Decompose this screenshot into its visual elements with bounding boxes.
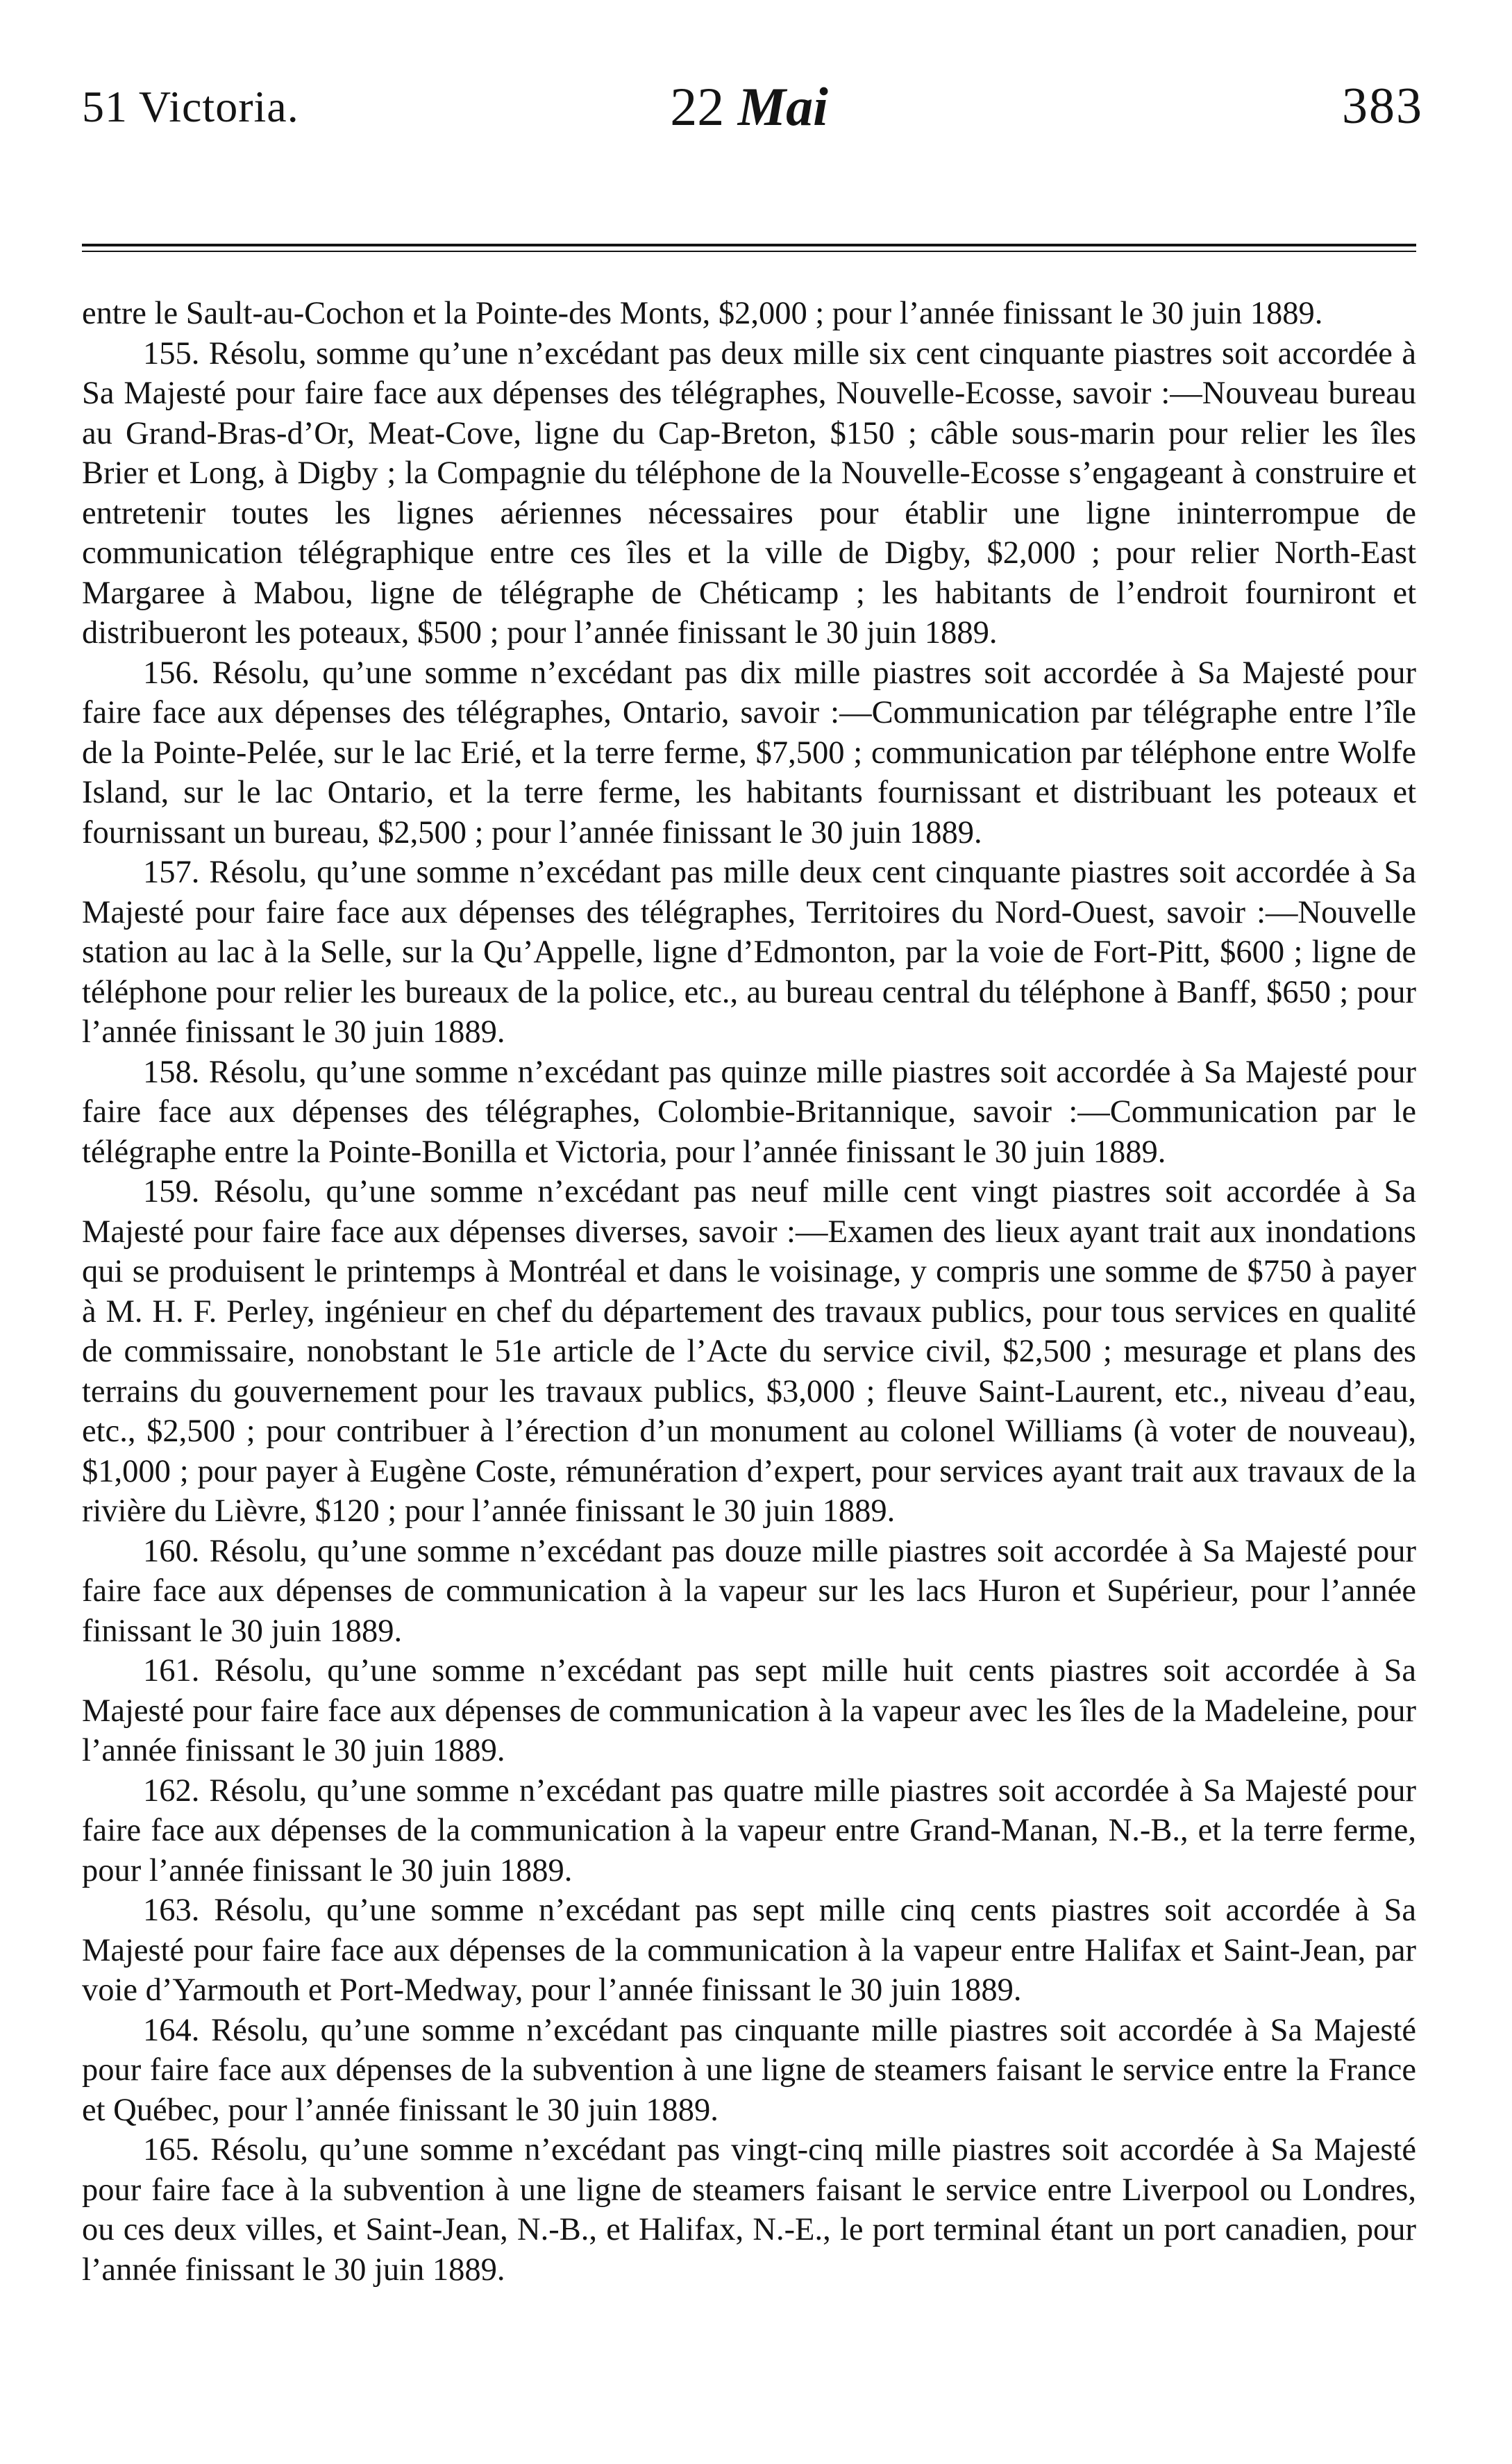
resolution-165: 165. Résolu, qu’une somme n’excédant pas vingt-cinq mille piastres soit accordée à Sa Majesté pour faire face à la subvention à une ligne de steamers faisant le service entre Liverpool ou Londres, ou ces deux villes, et Saint-Jean, N.-B., et Halifax, N.-E., le port terminal étant un port canadien, pour l’année finissant le 30 juin 1889. <box>82 2132 1416 2288</box>
paragraph-continuation: entre le Sault-au-Cochon et la Pointe-des Monts, $2,000 ; pour l’année finissant le 30 juin 1889. <box>82 296 1323 331</box>
resolution-160: 160. Résolu, qu’une somme n’excédant pas douze mille piastres soit accordée à Sa Majesté pour faire face aux dépenses de communication à la vapeur sur les lacs Huron et Supérieur, pour l’année finissant le 30 juin 1889. <box>82 1533 1416 1649</box>
header-date <box>82 76 1416 138</box>
running-header <box>82 66 1423 137</box>
resolution-155: 155. Résolu, somme qu’une n’excédant pas deux mille six cent cinquante piastres soit accordée à Sa Majesté pour faire face aux dépenses des télégraphes, Nouvelle-Ecosse, savoir :—Nouveau bureau au Grand-Bras-d’Or, Meat-Cove, ligne du Cap-Breton, $150 ; câble sous-marin pour relier les îles Brier et Long, à Digby ; la Compagnie du téléphone de la Nouvelle-Ecosse s’engageant à construire et entretenir toutes les lignes aériennes nécessaires pour établir une ligne ininterrompue de communication télégraphique entre ces îles et la ville de Digby, $2,000 ; pour relier North-East Margaree à Mabou, ligne de télégraphe de Chéticamp ; les habitants de l’endroit fourniront et distribueront les poteaux, $500 ; pour l’année finissant le 30 juin 1889. <box>82 335 1416 651</box>
document-body <box>82 294 1416 2290</box>
resolution-161: 161. Résolu, qu’une somme n’excédant pas sept mille huit cents piastres soit accordée à Sa Majesté pour faire face aux dépenses de communication à la vapeur avec les îles de la Madeleine, pour l’année finissant le 30 juin 1889. <box>82 1653 1416 1768</box>
resolution-159: 159. Résolu, qu’une somme n’excédant pas neuf mille cent vingt piastres soit accordée à Sa Majesté pour faire face aux dépenses diverses, savoir :—Examen des lieux ayant trait aux inondations qui se produisent le printemps à Montréal et dans le voisinage, y compris une somme de $750 à payer à M. H. F. Perley, ingénieur en chef du département des travaux publics, pour tous services en qualité de commissaire, nonobstant le 51e article de l’Acte du service civil, $2,500 ; mesurage et plans des terrains du gouvernement pour les travaux publics, $3,000 ; fleuve Saint-Laurent, etc., niveau d’eau, etc., $2,500 ; pour contribuer à l’érection d’un monument au colonel Williams (à voter de nouveau), $1,000 ; pour payer à Eugène Coste, rémunération d’expert, pour services ayant trait aux travaux de la rivière du Lièvre, $120 ; pour l’année finissant le 30 juin 1889. <box>82 1174 1416 1529</box>
resolution-164: 164. Résolu, qu’une somme n’excédant pas cinquante mille piastres soit accordée à Sa Majesté pour faire face aux dépenses de la subvention à une ligne de steamers faisant le service entre la France et Québec, pour l’année finissant le 30 juin 1889. <box>82 2012 1416 2128</box>
resolution-162: 162. Résolu, qu’une somme n’excédant pas quatre mille piastres soit accordée à Sa Majesté pour faire face aux dépenses de la communication à la vapeur entre Grand-Manan, N.-B., et la terre ferme, pour l’année finissant le 30 juin 1889. <box>82 1772 1416 1888</box>
header-date-month: Mai <box>737 76 828 137</box>
resolution-157: 157. Résolu, qu’une somme n’excédant pas mille deux cent cinquante piastres soit accordée à Sa Majesté pour faire face aux dépenses des télégraphes, Territoires du Nord-Ouest, savoir :—Nouvelle station au lac à la Selle, sur la Qu’Appelle, ligne d’Edmonton, par la voie de Fort-Pitt, $600 ; ligne de téléphone pour relier les bureaux de la police, etc., au bureau central du téléphone à Banff, $650 ; pour l’année finissant le 30 juin 1889. <box>82 855 1416 1050</box>
page-number: 383 <box>1342 78 1423 135</box>
header-session: 51 Victoria. <box>82 82 299 131</box>
resolution-163: 163. Résolu, qu’une somme n’excédant pas sept mille cinq cents piastres soit accordée à Sa Majesté pour faire face aux dépenses de la communication à la vapeur entre Halifax et Saint-Jean, par voie d’Yarmouth et Port-Medway, pour l’année finissant le 30 juin 1889. <box>82 1893 1416 2008</box>
header-double-rule <box>82 244 1416 252</box>
resolution-158: 158. Résolu, qu’une somme n’excédant pas quinze mille piastres soit accordée à Sa Majesté pour faire face aux dépenses des télégraphes, Colombie-Britannique, savoir :—Communication par le télégraphe entre la Pointe-Bonilla et Victoria, pour l’année finissant le 30 juin 1889. <box>82 1054 1416 1170</box>
resolution-156: 156. Résolu, qu’une somme n’excédant pas dix mille piastres soit accordée à Sa Majesté pour faire face aux dépenses des télégraphes, Ontario, savoir :—Communication par télégraphe entre l’île de la Pointe-Pelée, sur le lac Erié, et la terre ferme, $7,500 ; communication par téléphone entre Wolfe Island, sur le lac Ontario, et la terre ferme, les habitants fournissant et distribuant les poteaux et fournissant un bureau, $2,500 ; pour l’année finissant le 30 juin 1889. <box>82 655 1416 850</box>
header-date-day: 22 <box>670 76 725 137</box>
